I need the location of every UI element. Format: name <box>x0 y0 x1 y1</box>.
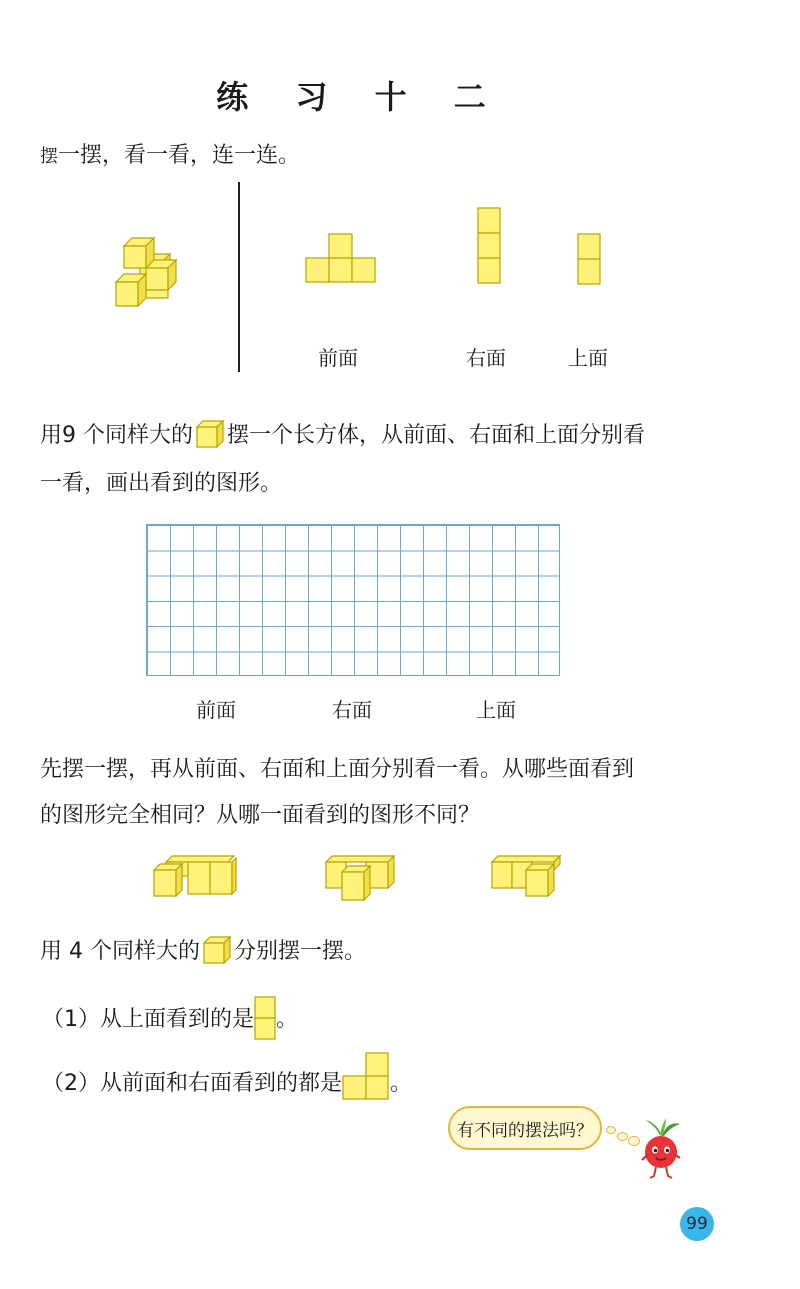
q4-sub2-text: （2）从前面和右面看到的都是 <box>42 1071 342 1096</box>
q4-sub1 <box>42 998 298 1042</box>
q1-divider <box>238 182 240 372</box>
q1-prefix: 摆 <box>40 146 58 167</box>
q2-line1 <box>40 418 645 451</box>
q2-label-front: 前面 <box>196 698 236 722</box>
q2-text-before: 9 个同样大的 <box>62 423 194 448</box>
q3-cube-arrangement-3 <box>490 854 570 900</box>
q1-right-view-shape <box>478 208 502 284</box>
q2-prefix: 用 <box>40 423 63 448</box>
q4-text-before: 用 4 个同样大的 <box>40 939 200 964</box>
q2-label-right: 右面 <box>332 698 372 722</box>
page-number-badge: 99 <box>680 1207 714 1241</box>
q4-top-view-shape <box>254 996 276 1040</box>
q3-line1: 先摆一摆，再从前面、右面和上面分别看一看。从哪些面看到 <box>40 757 635 782</box>
bubble-dot <box>617 1132 628 1141</box>
cube-icon <box>195 419 225 449</box>
q1-cube-stack <box>110 236 190 326</box>
q1-top-view-shape <box>578 234 602 286</box>
q4-sub1-end: 。 <box>276 1007 299 1032</box>
q1-label-front: 前面 <box>318 346 358 370</box>
drawing-grid[interactable] <box>146 524 560 676</box>
q3-cube-arrangement-2 <box>324 854 410 904</box>
q3-cube-arrangement-1 <box>152 854 238 898</box>
q1-text: 一摆，看一看，连一连。 <box>58 143 301 168</box>
q3-line2: 的图形完全相同？从哪一面看到的图形不同？ <box>40 803 481 828</box>
q4-sub1-text: （1）从上面看到的是 <box>42 1007 254 1032</box>
q2-line2: 一看，画出看到的图形。 <box>40 471 283 496</box>
q4-sub2-end: 。 <box>390 1071 413 1096</box>
q4-sub2 <box>42 1060 412 1108</box>
page-title: 练 习 十 二 <box>216 78 504 116</box>
q4-text-after: 分别摆一摆。 <box>233 939 366 964</box>
radish-mascot-icon <box>636 1118 686 1182</box>
q2-text-after: 摆一个长方体，从前面、右面和上面分别看 <box>227 423 646 448</box>
q1-front-view-shape <box>306 234 376 284</box>
speech-bubble: 有不同的摆法吗？ <box>448 1106 602 1150</box>
q4-line1 <box>40 934 366 967</box>
cube-icon <box>202 935 232 965</box>
bubble-dot <box>606 1126 616 1134</box>
q1-label-right: 右面 <box>466 346 506 370</box>
q1-instruction <box>40 138 300 169</box>
q2-label-top: 上面 <box>476 698 516 722</box>
q4-front-right-view-shape <box>342 1052 390 1100</box>
q1-label-top: 上面 <box>568 346 608 370</box>
